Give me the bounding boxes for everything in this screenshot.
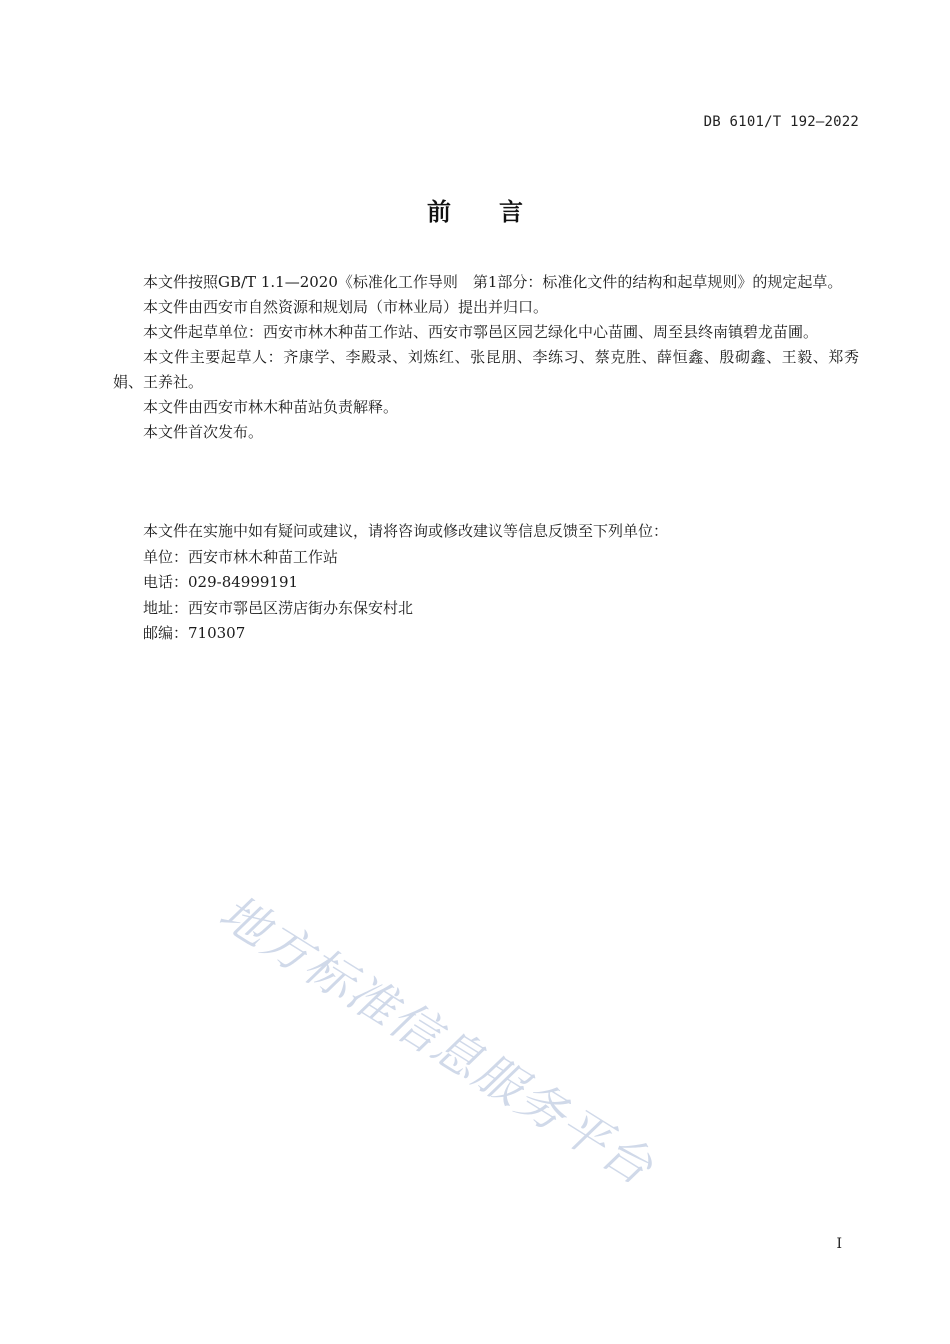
contact-phone: 电话：029-84999191: [143, 573, 299, 591]
contact-postcode: 邮编：710307: [143, 624, 246, 642]
paragraph-proposer: 本文件由西安市自然资源和规划局（市林业局）提出并归口。: [143, 298, 549, 316]
watermark: 地方标准信息服务平台: [209, 884, 664, 1197]
paragraph-drafting-units: 本文件起草单位：西安市林木种苗工作站、西安市鄠邑区园艺绿化中心苗圃、周至县终南镇碧龙苗圃。: [143, 323, 819, 341]
foreword-body: [113, 270, 859, 445]
document-number: DB 6101/T 192—2022: [703, 114, 859, 130]
page-title: 前言: [427, 198, 571, 226]
page-number: I: [836, 1236, 842, 1252]
feedback-contact-block: [113, 519, 859, 647]
paragraph-drafting-rules: 本文件按照GB/T 1.1—2020《标准化工作导则 第1部分：标准化文件的结构和起草规则》的规定起草。: [143, 273, 843, 291]
contact-unit: 单位：西安市林木种苗工作站: [143, 547, 339, 566]
paragraph-drafters: 本文件主要起草人：齐康学、李殿录、刘炼红、张昆朋、李练习、蔡克胜、薛恒鑫、殷砌鑫、王毅、郑秀娟、王养社。: [113, 348, 859, 391]
contact-address: 地址：西安市鄠邑区涝店街办东保安村北: [143, 598, 414, 617]
paragraph-interpretation: 本文件由西安市林木种苗站负责解释。: [143, 398, 399, 416]
feedback-intro: 本文件在实施中如有疑问或建议，请将咨询或修改建议等信息反馈至下列单位：: [143, 522, 669, 540]
paragraph-first-release: 本文件首次发布。: [143, 423, 264, 441]
